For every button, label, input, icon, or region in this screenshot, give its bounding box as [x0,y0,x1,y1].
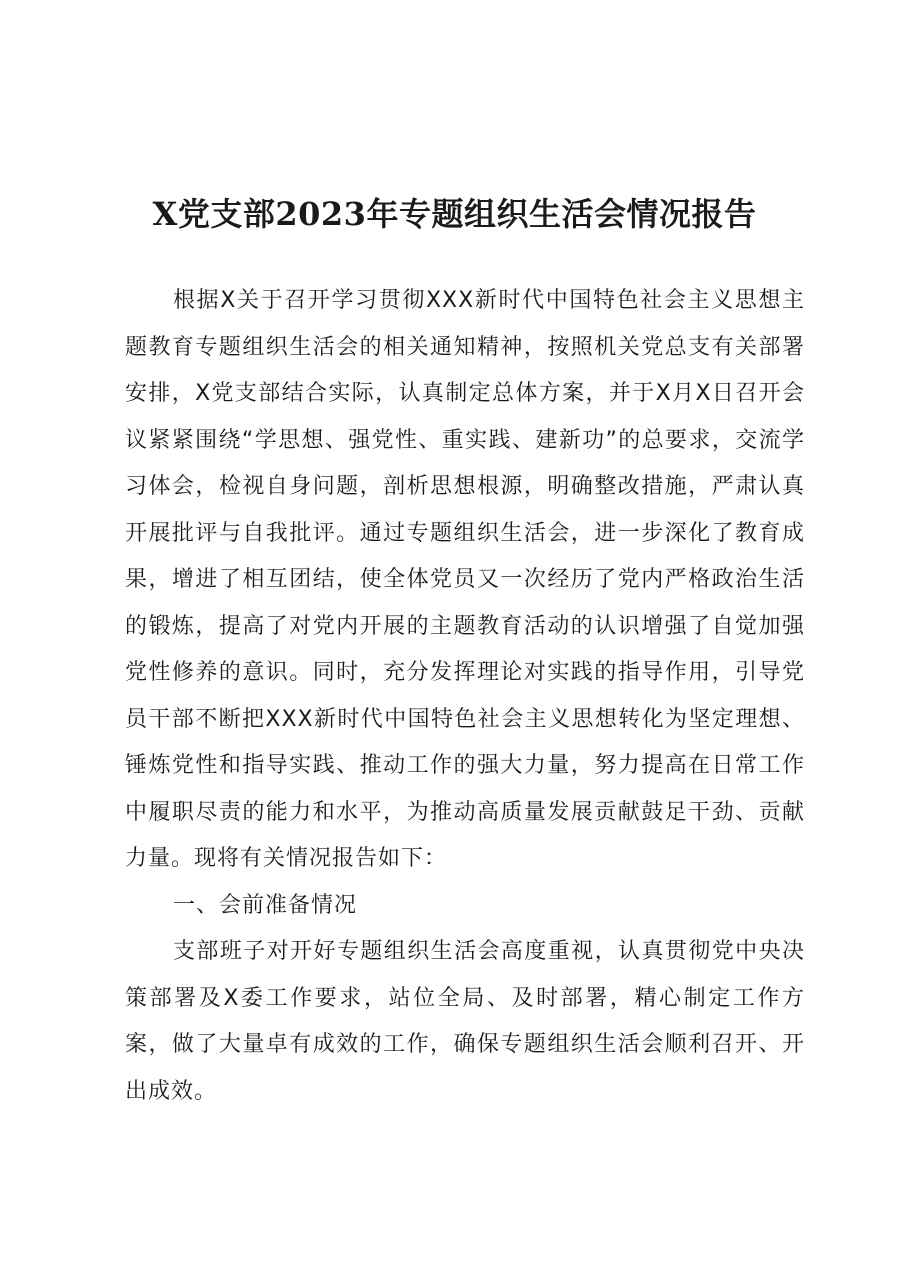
preparation-paragraph: 支部班子对开好专题组织生活会高度重视，认真贯彻党中央决策部署及X委工作要求，站位全局、及时部署，精心制定工作方案，做了大量卓有成效的工作，确保专题组织生活会顺利召开、开出成效。 [125,939,805,1104]
document-body [125,278,805,1115]
document-title: X党支部2023年专题组织生活会情况报告 [152,195,757,233]
intro-paragraph: 根据X关于召开学习贯彻XXX新时代中国特色社会主义思想主题教育专题组织生活会的相关通知精神，按照机关党总支有关部署安排，X党支部结合实际，认真制定总体方案，并于X月X日召开会议紧紧围绕“学思想、强党性、重实践、建新功”的总要求，交流学习体会，检视自身问题，剖析思想根源，明确整改措施，严肃认真开展批评与自我批评。通过专题组织生活会，进一步深化了教育成果，增进了相互团结，使全体党员又一次经历了党内严格政治生活的锻炼，提高了对党内开展的主题教育活动的认识增强了自觉加强党性修养的意识。同时，充分发挥理论对实践的指导作用，引导党员干部不断把XXX新时代中国特色社会主义思想转化为坚定理想、锤炼党性和指导实践、推动工作的强大力量，努力提高在日常工作中履职尽责的能力和水平，为推动高质量发展贡献鼓足干劲、贡献力量。现将有关情况报告如下： [125,288,805,871]
section-heading-preparation: 一、会前准备情况 [173,892,358,918]
